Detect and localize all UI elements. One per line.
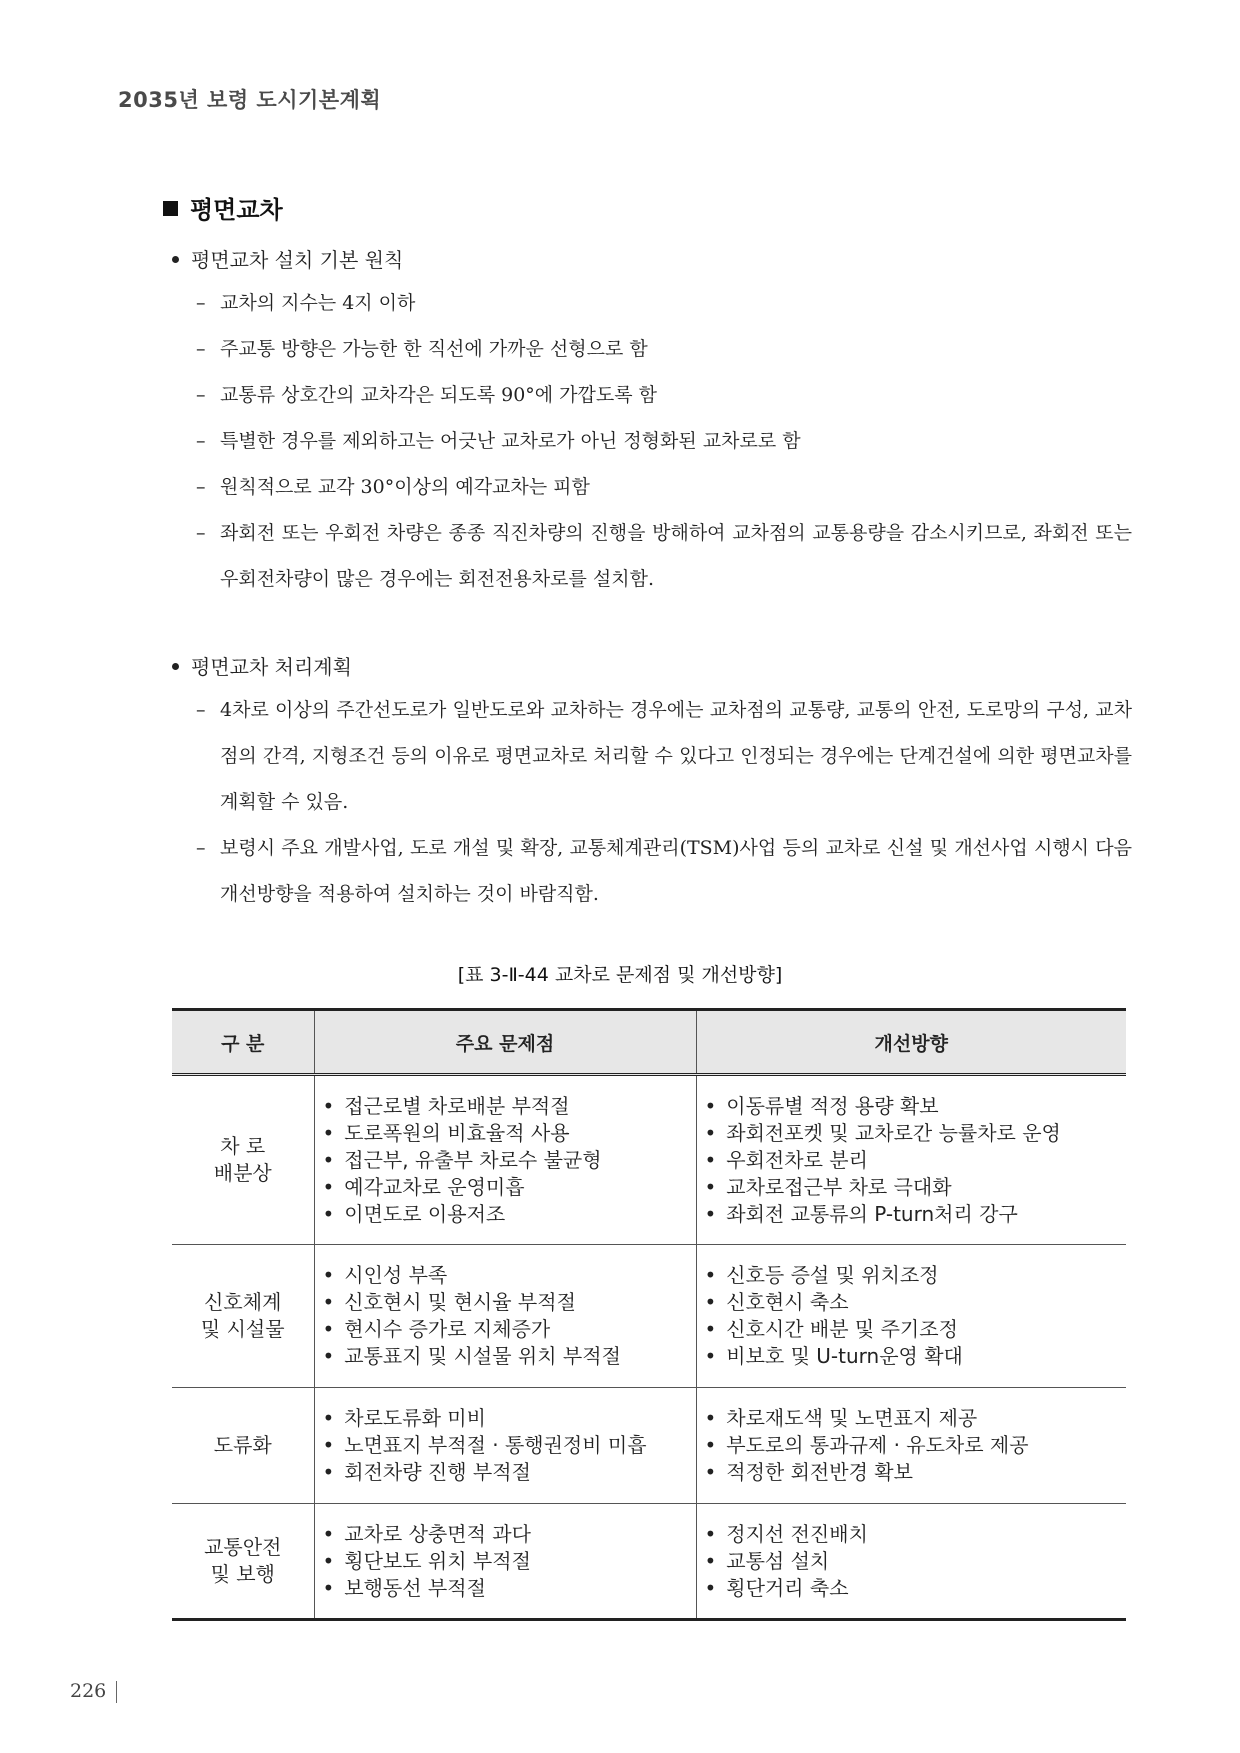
list-item: • 신호현시 및 현시율 부적절 [323, 1289, 686, 1316]
bullet-icon [172, 663, 179, 670]
section-title [163, 190, 283, 225]
table-caption: [표 3-Ⅱ-44 교차로 문제점 및 개선방향] [457, 964, 783, 986]
category-cell: 신호체계 및 시설물 [172, 1245, 314, 1388]
list-item: • 이면도로 이용저조 [323, 1201, 686, 1228]
plan-heading [172, 647, 1132, 687]
problems-cell [314, 1504, 696, 1620]
list-item: • 횡단보도 위치 부적절 [323, 1548, 686, 1575]
list-item: • 보행동선 부적절 [323, 1575, 686, 1602]
list-item: • 부도로의 통과규제 · 유도차로 제공 [705, 1432, 1117, 1459]
header-category: 구 분 [172, 1010, 314, 1075]
list-item: • 신호등 증설 및 위치조정 [705, 1262, 1117, 1289]
principle-item: – 좌회전 또는 우회전 차량은 종종 직진차량의 진행을 방해하여 교차점의 교통용량을 감소시키므로, 좌회전 또는 우회전차량이 많은 경우에는 회전전용차로를 설치함. [196, 522, 1132, 590]
problems-cell [314, 1245, 696, 1388]
page-number: 226 [70, 1680, 107, 1702]
plan-item: – 4차로 이상의 주간선도로가 일반도로와 교차하는 경우에는 교차점의 교통량, 교통의 안전, 도로망의 구성, 교차점의 간격, 지형조건 등의 이유로 평면교차로 처리할 수 있다고 인정되는 경우에는 단계건설에 의한 평면교차를 계획할 수 있음. [196, 699, 1132, 813]
list-item: • 접근부, 유출부 차로수 불균형 [323, 1147, 686, 1174]
improvements-cell [696, 1504, 1126, 1620]
list-item: • 횡단거리 축소 [705, 1575, 1117, 1602]
table-row [172, 1388, 1126, 1504]
list-item: • 교통섬 설치 [705, 1548, 1117, 1575]
list-item: • 적정한 회전반경 확보 [705, 1459, 1117, 1486]
plan-item: – 보령시 주요 개발사업, 도로 개설 및 확장, 교통체계관리(TSM)사업 등의 교차로 신설 및 개선사업 시행시 다음 개선방향을 적용하여 설치하는 것이 바람직함. [196, 837, 1132, 905]
table-row [172, 1245, 1126, 1388]
principles-heading-text: 평면교차 설치 기본 원칙 [191, 248, 404, 272]
list-item: • 좌회전 교통류의 P-turn처리 강구 [705, 1201, 1117, 1228]
list-item: • 비보호 및 U-turn운영 확대 [705, 1343, 1117, 1370]
table-row [172, 1504, 1126, 1620]
list-item: • 시인성 부족 [323, 1262, 686, 1289]
list-item: • 접근로별 차로배분 부적절 [323, 1093, 686, 1120]
list-item: • 예각교차로 운영미흡 [323, 1174, 686, 1201]
list-item: • 도로폭원의 비효율적 사용 [323, 1120, 686, 1147]
category-cell: 도류화 [172, 1388, 314, 1504]
list-item: • 우회전차로 분리 [705, 1147, 1117, 1174]
table-row [172, 1075, 1126, 1245]
page-number-divider [116, 1681, 117, 1703]
table-header-row [172, 1010, 1126, 1075]
problems-improvements-table [172, 1008, 1126, 1621]
plan-block [172, 647, 1132, 917]
category-cell: 차 로 배분상 [172, 1075, 314, 1245]
list-item: • 좌회전포켓 및 교차로간 능률차로 운영 [705, 1120, 1117, 1147]
square-bullet-icon [163, 201, 178, 216]
header-improvements: 개선방향 [696, 1010, 1126, 1075]
header-problems: 주요 문제점 [314, 1010, 696, 1075]
list-item: • 차로재도색 및 노면표지 제공 [705, 1405, 1117, 1432]
principles-block [172, 240, 1132, 602]
principles-heading [172, 240, 1132, 280]
list-item: • 신호시간 배분 및 주기조정 [705, 1316, 1117, 1343]
bullet-icon [172, 256, 179, 263]
list-item: • 노면표지 부적절 · 통행권정비 미흡 [323, 1432, 686, 1459]
section-title-text: 평면교차 [190, 196, 283, 224]
list-item: • 현시수 증가로 지체증가 [323, 1316, 686, 1343]
list-item: • 교차로 상충면적 과다 [323, 1521, 686, 1548]
principle-item: – 주교통 방향은 가능한 한 직선에 가까운 선형으로 함 [196, 338, 648, 360]
list-item: • 교차로접근부 차로 극대화 [705, 1174, 1117, 1201]
list-item: • 정지선 전진배치 [705, 1521, 1117, 1548]
principle-item: – 원칙적으로 교각 30°이상의 예각교차는 피함 [196, 476, 590, 498]
running-header: 2035년 보령 도시기본계획 [118, 88, 382, 112]
principle-item: – 교통류 상호간의 교차각은 되도록 90°에 가깝도록 함 [196, 384, 657, 406]
list-item: • 차로도류화 미비 [323, 1405, 686, 1432]
problems-cell [314, 1388, 696, 1504]
improvements-cell [696, 1075, 1126, 1245]
category-cell: 교통안전 및 보행 [172, 1504, 314, 1620]
list-item: • 교통표지 및 시설물 위치 부적절 [323, 1343, 686, 1370]
improvements-cell [696, 1388, 1126, 1504]
principle-item: – 교차의 지수는 4지 이하 [196, 292, 416, 314]
principle-item: – 특별한 경우를 제외하고는 어긋난 교차로가 아닌 정형화된 교차로로 함 [196, 430, 801, 452]
list-item: • 신호현시 축소 [705, 1289, 1117, 1316]
list-item: • 회전차량 진행 부적절 [323, 1459, 686, 1486]
plan-heading-text: 평면교차 처리계획 [191, 655, 352, 679]
improvements-cell [696, 1245, 1126, 1388]
list-item: • 이동류별 적정 용량 확보 [705, 1093, 1117, 1120]
problems-cell [314, 1075, 696, 1245]
